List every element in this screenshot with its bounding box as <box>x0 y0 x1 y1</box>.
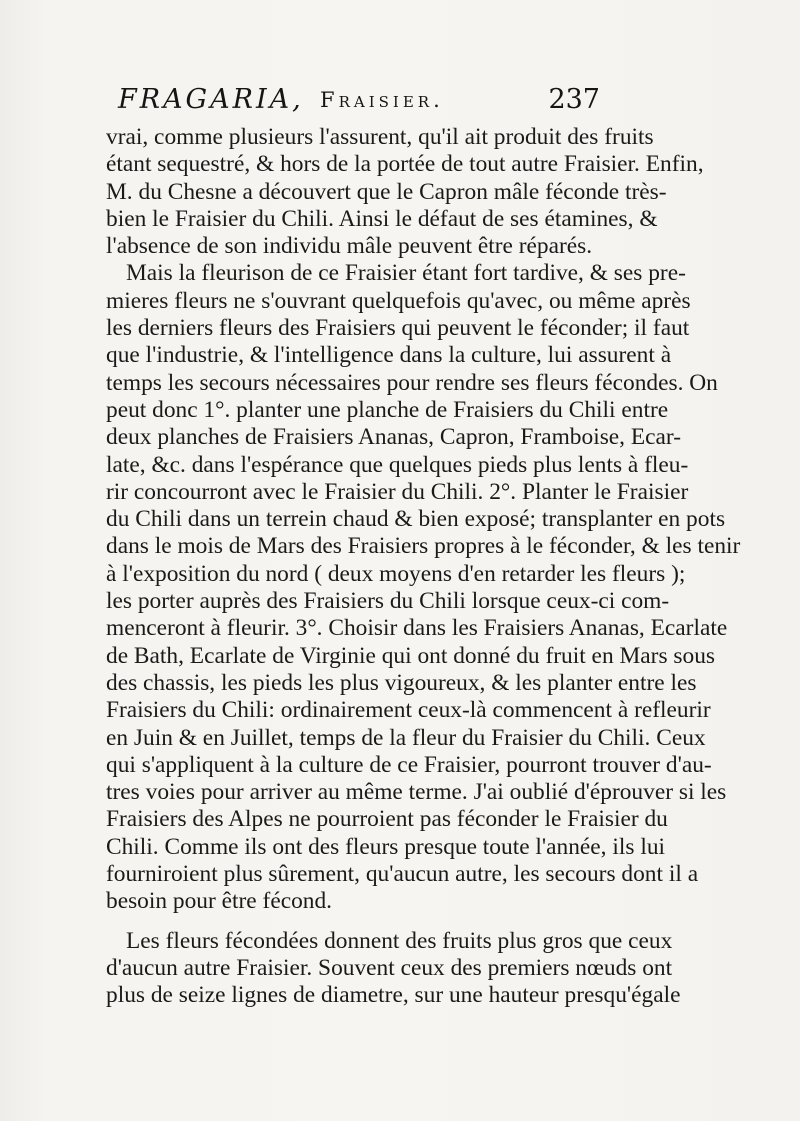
text-line: l'absence de son individu mâle peuvent être réparés. <box>106 233 593 260</box>
running-header <box>118 84 600 124</box>
body-text <box>106 124 741 1010</box>
text-line: de Bath, Ecarlate de Virginie qui ont donné du fruit en Mars sous <box>106 642 716 669</box>
text-line: des chassis, les pieds les plus vigoureux, & les planter entre les <box>106 669 697 696</box>
text-line: Les fleurs fécondées donnent des fruits plus gros que ceux <box>126 927 673 954</box>
text-line: d'aucun autre Fraisier. Souvent ceux des premiers nœuds ont <box>106 954 673 981</box>
paragraph-gap <box>106 916 600 928</box>
text-line: en Juin & en Juillet, temps de la fleur du Fraisier du Chili. Ceux <box>106 724 706 751</box>
text-line: étant sequestré, & hors de la portée de tout autre Fraisier. Enfin, <box>106 151 704 178</box>
paragraph-2 <box>106 260 741 915</box>
header-title: FRAGARIA, <box>118 84 304 115</box>
text-line: fourniroient plus sûrement, qu'aucun autre, les secours dont il a <box>106 861 699 888</box>
paragraph-3 <box>106 927 681 1010</box>
text-line: mieres fleurs ne s'ouvrant quelquefois qu'avec, ou même après <box>106 287 691 314</box>
text-line: bien le Fraisier du Chili. Ainsi le défaut de ses étamines, & <box>106 205 658 232</box>
text-line: menceront à fleurir. 3°. Choisir dans les Fraisiers Ananas, Ecarlate <box>106 615 728 642</box>
text-line: que l'industrie, & l'intelligence dans la culture, lui assurent à <box>106 342 672 369</box>
text-line: qui s'appliquent à la culture de ce Fraisier, pourront trouver d'au- <box>106 751 712 778</box>
text-line: peut donc 1°. planter une planche de Fraisiers du Chili entre <box>106 396 669 423</box>
text-line: temps les secours nécessaires pour rendre ses fleurs fécondes. On <box>106 369 718 396</box>
text-line: plus de seize lignes de diametre, sur une hauteur presqu'égale <box>106 982 681 1009</box>
text-line: Mais la fleurison de ce Fraisier étant fort tardive, & ses pre- <box>126 260 686 287</box>
paragraph-1 <box>106 124 704 260</box>
text-line: besoin pour être fécond. <box>106 888 333 915</box>
text-line: deux planches de Fraisiers Ananas, Capron, Framboise, Ecar- <box>106 424 682 451</box>
text-line: Fraisiers du Chili: ordinairement ceux-là commencent à refleurir <box>106 697 711 724</box>
header-subtitle: Fraisier. <box>320 88 444 112</box>
text-line: Chili. Comme ils ont des fleurs presque toute l'année, ils lui <box>106 833 666 860</box>
text-line: les porter auprès des Fraisiers du Chili lorsque ceux-ci com- <box>106 588 670 615</box>
text-line: M. du Chesne a découvert que le Capron mâle féconde très- <box>106 178 667 205</box>
text-line: rir concourront avec le Fraisier du Chili. 2°. Planter le Fraisier <box>106 478 689 505</box>
text-line: du Chili dans un terrein chaud & bien exposé; transplanter en pots <box>106 506 726 533</box>
text-line: vrai, comme plusieurs l'assurent, qu'il ait produit des fruits <box>106 124 654 150</box>
page-number: 237 <box>548 84 600 115</box>
text-line: à l'exposition du nord ( deux moyens d'en retarder les fleurs ); <box>106 560 686 587</box>
text-line: late, &c. dans l'espérance que quelques pieds plus lents à fleu- <box>106 451 689 478</box>
text-line: Fraisiers des Alpes ne pourroient pas féconder le Fraisier du <box>106 806 668 833</box>
text-line: les derniers fleurs des Fraisiers qui peuvent le féconder; il faut <box>106 315 690 342</box>
text-line: dans le mois de Mars des Fraisiers propres à le féconder, & les tenir <box>106 533 741 560</box>
text-line: tres voies pour arriver au même terme. J'ai oublié d'éprouver si les <box>106 779 727 806</box>
